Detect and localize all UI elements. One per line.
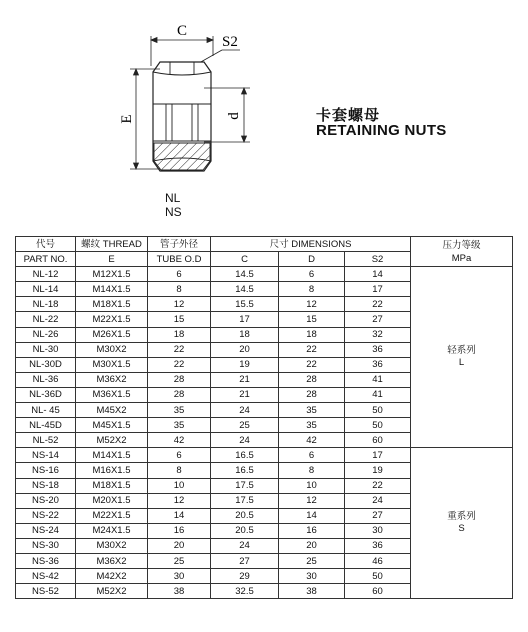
cell-tube-od: 22 — [148, 342, 211, 357]
cell-tube-od: 8 — [148, 463, 211, 478]
cell-part-no: NL-36 — [16, 372, 76, 387]
cell-thread: M30X1.5 — [76, 357, 148, 372]
header-dim-s2: S2 — [345, 252, 411, 267]
dim-label-e: E — [119, 114, 135, 124]
header-dim-c: C — [211, 252, 279, 267]
dim-label-d: d — [226, 112, 242, 120]
cell-thread: M45X2 — [76, 403, 148, 418]
cell-dim-c: 16.5 — [211, 463, 279, 478]
cell-tube-od: 14 — [148, 508, 211, 523]
cell-dim-d: 16 — [279, 523, 345, 538]
cell-dim-c: 17 — [211, 312, 279, 327]
model-code-nl: NL — [165, 191, 181, 205]
cell-dim-s2: 50 — [345, 403, 411, 418]
cell-dim-c: 32.5 — [211, 584, 279, 599]
cell-dim-d: 14 — [279, 508, 345, 523]
dimension-s2 — [199, 50, 240, 63]
header-tube: 管子外径 — [148, 237, 211, 252]
pressure-class-en: L — [458, 357, 465, 369]
title-english: RETAINING NUTS — [316, 122, 447, 139]
cell-tube-od: 16 — [148, 523, 211, 538]
cell-dim-s2: 17 — [345, 282, 411, 297]
cell-tube-od: 25 — [148, 553, 211, 568]
cell-part-no: NS-20 — [16, 493, 76, 508]
cell-part-no: NS-18 — [16, 478, 76, 493]
cell-dim-c: 18 — [211, 327, 279, 342]
cell-dim-s2: 36 — [345, 357, 411, 372]
cell-dim-c: 29 — [211, 569, 279, 584]
cell-tube-od: 6 — [148, 448, 211, 463]
cell-dim-s2: 19 — [345, 463, 411, 478]
cell-thread: M36X1.5 — [76, 387, 148, 402]
cell-part-no: NL-12 — [16, 267, 76, 282]
cell-dim-d: 8 — [279, 463, 345, 478]
cell-dim-d: 20 — [279, 538, 345, 553]
cell-thread: M18X1.5 — [76, 297, 148, 312]
dim-label-s2: S2 — [222, 34, 238, 50]
cell-part-no: NL-30 — [16, 342, 76, 357]
cell-dim-c: 14.5 — [211, 267, 279, 282]
cell-dim-c: 17.5 — [211, 478, 279, 493]
cell-thread: M24X1.5 — [76, 523, 148, 538]
cell-thread: M26X1.5 — [76, 327, 148, 342]
cell-dim-c: 19 — [211, 357, 279, 372]
cell-dim-s2: 22 — [345, 478, 411, 493]
cell-dim-s2: 60 — [345, 433, 411, 448]
header-dim-d: D — [279, 252, 345, 267]
cell-thread: M18X1.5 — [76, 478, 148, 493]
cell-dim-s2: 27 — [345, 508, 411, 523]
cell-dim-d: 22 — [279, 357, 345, 372]
cell-tube-od: 18 — [148, 327, 211, 342]
header-part-cn: 代号 — [16, 237, 76, 252]
header-pressure — [411, 237, 513, 267]
cell-dim-d: 28 — [279, 372, 345, 387]
cell-dim-s2: 17 — [345, 448, 411, 463]
cell-dim-s2: 60 — [345, 584, 411, 599]
cell-dim-c: 20 — [211, 342, 279, 357]
cell-dim-d: 6 — [279, 448, 345, 463]
cell-dim-c: 15.5 — [211, 297, 279, 312]
header-pressure-en: MPa — [451, 252, 472, 264]
spec-table — [15, 236, 513, 599]
cell-dim-s2: 22 — [345, 297, 411, 312]
cell-dim-d: 15 — [279, 312, 345, 327]
cell-thread: M12X1.5 — [76, 267, 148, 282]
cell-dim-d: 30 — [279, 569, 345, 584]
header-pressure-cn: 压力等级 — [442, 239, 481, 251]
cell-tube-od: 35 — [148, 403, 211, 418]
header-thread-e: E — [76, 252, 148, 267]
table-row — [16, 448, 513, 463]
cell-part-no: NL- 45 — [16, 403, 76, 418]
cell-part-no: NL-36D — [16, 387, 76, 402]
cell-thread: M30X2 — [76, 342, 148, 357]
cell-part-no: NS-14 — [16, 448, 76, 463]
header-tube-od: TUBE O.D — [148, 252, 211, 267]
cell-tube-od: 30 — [148, 569, 211, 584]
cell-part-no: NS-22 — [16, 508, 76, 523]
dim-label-c: C — [176, 23, 188, 39]
cell-dim-c: 24 — [211, 538, 279, 553]
cell-part-no: NL-30D — [16, 357, 76, 372]
cell-part-no: NL-26 — [16, 327, 76, 342]
cell-tube-od: 22 — [148, 357, 211, 372]
header-thread: 螺纹 THREAD — [76, 237, 148, 252]
cell-dim-c: 21 — [211, 372, 279, 387]
pressure-class — [411, 267, 513, 448]
cell-dim-s2: 30 — [345, 523, 411, 538]
cell-thread: M16X1.5 — [76, 463, 148, 478]
pressure-class-en: S — [458, 523, 465, 535]
cell-tube-od: 28 — [148, 372, 211, 387]
cell-dim-d: 12 — [279, 297, 345, 312]
cell-thread: M20X1.5 — [76, 493, 148, 508]
cell-part-no: NL-52 — [16, 433, 76, 448]
cell-dim-c: 20.5 — [211, 523, 279, 538]
cell-dim-s2: 24 — [345, 493, 411, 508]
pressure-class — [411, 448, 513, 599]
cell-dim-d: 18 — [279, 327, 345, 342]
cell-dim-d: 25 — [279, 553, 345, 568]
cell-tube-od: 42 — [148, 433, 211, 448]
cell-part-no: NS-52 — [16, 584, 76, 599]
cell-tube-od: 10 — [148, 478, 211, 493]
cell-dim-c: 21 — [211, 387, 279, 402]
cell-dim-s2: 32 — [345, 327, 411, 342]
cell-dim-d: 8 — [279, 282, 345, 297]
cell-dim-d: 28 — [279, 387, 345, 402]
cell-tube-od: 12 — [148, 493, 211, 508]
cell-dim-s2: 27 — [345, 312, 411, 327]
section-hatch — [154, 143, 210, 170]
pressure-class-cn: 轻系列 — [447, 345, 476, 357]
cell-part-no: NL-22 — [16, 312, 76, 327]
cell-dim-s2: 50 — [345, 418, 411, 433]
cell-dim-s2: 46 — [345, 553, 411, 568]
cell-thread: M14X1.5 — [76, 282, 148, 297]
cell-dim-c: 27 — [211, 553, 279, 568]
cell-tube-od: 35 — [148, 418, 211, 433]
pressure-class-cn: 重系列 — [447, 511, 476, 523]
cell-thread: M45X1.5 — [76, 418, 148, 433]
cell-dim-c: 14.5 — [211, 282, 279, 297]
cell-dim-s2: 41 — [345, 372, 411, 387]
cell-dim-c: 17.5 — [211, 493, 279, 508]
cell-dim-c: 20.5 — [211, 508, 279, 523]
cell-thread: M22X1.5 — [76, 312, 148, 327]
cell-tube-od: 38 — [148, 584, 211, 599]
cell-thread: M22X1.5 — [76, 508, 148, 523]
cell-tube-od: 8 — [148, 282, 211, 297]
cell-thread: M52X2 — [76, 584, 148, 599]
cell-dim-d: 10 — [279, 478, 345, 493]
cell-part-no: NS-24 — [16, 523, 76, 538]
cell-part-no: NL-18 — [16, 297, 76, 312]
cell-tube-od: 20 — [148, 538, 211, 553]
cell-dim-s2: 14 — [345, 267, 411, 282]
cell-part-no: NL-14 — [16, 282, 76, 297]
header-dimensions: 尺寸 DIMENSIONS — [211, 237, 411, 252]
cell-part-no: NS-30 — [16, 538, 76, 553]
cell-dim-d: 12 — [279, 493, 345, 508]
cell-dim-d: 35 — [279, 418, 345, 433]
cell-dim-s2: 36 — [345, 538, 411, 553]
cell-dim-s2: 41 — [345, 387, 411, 402]
model-code-ns: NS — [165, 205, 182, 219]
title-chinese: 卡套螺母 — [316, 107, 381, 124]
cell-tube-od: 12 — [148, 297, 211, 312]
cell-tube-od: 28 — [148, 387, 211, 402]
cell-thread: M36X2 — [76, 372, 148, 387]
cell-part-no: NS-42 — [16, 569, 76, 584]
cell-part-no: NS-16 — [16, 463, 76, 478]
cell-dim-d: 42 — [279, 433, 345, 448]
cell-dim-c: 16.5 — [211, 448, 279, 463]
cell-thread: M30X2 — [76, 538, 148, 553]
cell-part-no: NS-36 — [16, 553, 76, 568]
cell-dim-d: 6 — [279, 267, 345, 282]
cell-dim-c: 24 — [211, 403, 279, 418]
cell-part-no: NL-45D — [16, 418, 76, 433]
cell-tube-od: 15 — [148, 312, 211, 327]
cell-dim-c: 25 — [211, 418, 279, 433]
cell-dim-d: 22 — [279, 342, 345, 357]
header-part-en: PART NO. — [16, 252, 76, 267]
cell-dim-d: 38 — [279, 584, 345, 599]
cell-dim-d: 35 — [279, 403, 345, 418]
cell-tube-od: 6 — [148, 267, 211, 282]
cell-thread: M52X2 — [76, 433, 148, 448]
nut-technical-drawing — [0, 0, 300, 190]
cell-thread: M42X2 — [76, 569, 148, 584]
cell-thread: M14X1.5 — [76, 448, 148, 463]
cell-dim-c: 24 — [211, 433, 279, 448]
cell-dim-s2: 36 — [345, 342, 411, 357]
table-row — [16, 267, 513, 282]
cell-thread: M36X2 — [76, 553, 148, 568]
cell-dim-s2: 50 — [345, 569, 411, 584]
